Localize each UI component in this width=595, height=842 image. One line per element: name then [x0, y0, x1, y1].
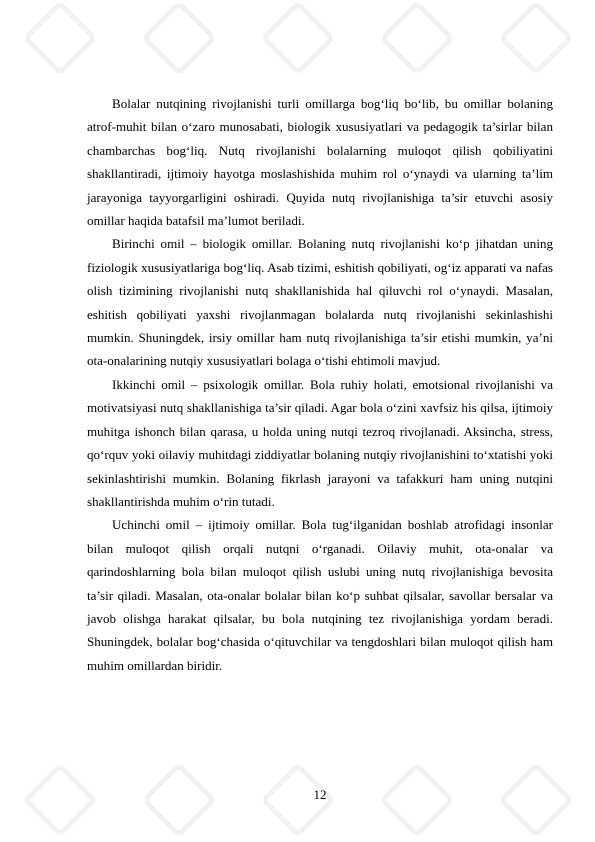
watermark-logo-icon [378, 0, 454, 76]
paragraph-social-factors: Uchinchi omil – ijtimoiy omillar. Bola tug‘ilganidan boshlab atrofidagi insonlar bilan muloqot qilish orqali nutqni o‘rganadi. Oilaviy muhit, ota-onalar va qarindoshlarning bola bilan muloqot qilish uslubi uning nutq rivojlanishiga bevosita ta’sir qiladi. Masalan, ota-onalar bolalar bilan ko‘p suhbat qilsalar, savollar bersalar va javob olishga harakat qilsalar, bu bola nutqining tez rivojlanishiga yordam beradi. Shuningdek, bolalar bog‘chasida o‘qituvchilar va tengdoshlari bilan muloqot qilish ham muhim omillardan biridir. [87, 517, 553, 673]
paragraph-psychological-factors: Ikkinchi omil – psixologik omillar. Bola ruhiy holati, emotsional rivojlanishi va motivatsiyasi nutq shakllanishiga ta’sir qiladi. Agar bola o‘zini xavfsiz his qilsa, ijtimoiy muhitga ishonch bilan qarasa, u holda uning nutqi tezroq rivojlanadi. Aksincha, stress, qo‘rquv yoki oilaviy muhitdagi ziddiyatlar bolaning nutqiy rivojlanishini to‘xtatishi yoki sekinlashtirishi mumkin. Bolaning fikrlash jarayoni va tafakkuri ham uning nutqini shakllantirishda muhim o‘rin tutadi. [87, 376, 553, 509]
watermark-logo-icon [259, 0, 335, 76]
watermark-row-top [0, 8, 595, 68]
paragraph-intro: Bolalar nutqining rivojlanishi turli omillarga bog‘liq bo‘lib, bu omillar bolaning atrof-muhit bilan o‘zaro munosabati, biologik xususiyatlari va pedagogik ta’sirlar bilan chambarchas bog‘liq. Nutq rivojlanishi bolalarning muloqot qilish qobiliyatini shakllantiradi, ijtimoiy hayotga moslashishida muhim rol o‘ynaydi va ularning ta’lim jarayoniga tayyorgarligini oshiradi. Quyida nutq rivojlanishiga ta’sir etuvchi asosiy omillar haqida batafsil ma’lumot beriladi. [87, 96, 553, 229]
watermark-logo-icon [21, 0, 97, 76]
document-body [87, 92, 553, 677]
paragraph-biological-factors: Birinchi omil – biologik omillar. Bolaning nutq rivojlanishi ko‘p jihatdan uning fiziologik xususiyatlariga bog‘liq. Asab tizimi, eshitish qobiliyati, og‘iz apparati va nafas olish tizimining rivojlanishi nutq shakllanishida hal qiluvchi rol o‘ynaydi. Masalan, eshitish qobiliyati yaxshi rivojlanmagan bolalarda nutq rivojlanishi sekinlashishi mumkin. Shuningdek, irsiy omillar ham nutq rivojlanishiga ta’sir etishi mumkin, ya’ni ota-onalarining nutqiy xususiyatlari bolaga o‘tishi ehtimoli mavjud. [87, 236, 553, 369]
page-number: 12 [313, 787, 327, 802]
watermark-logo-icon [140, 0, 216, 76]
watermark-logo-icon [497, 0, 573, 76]
